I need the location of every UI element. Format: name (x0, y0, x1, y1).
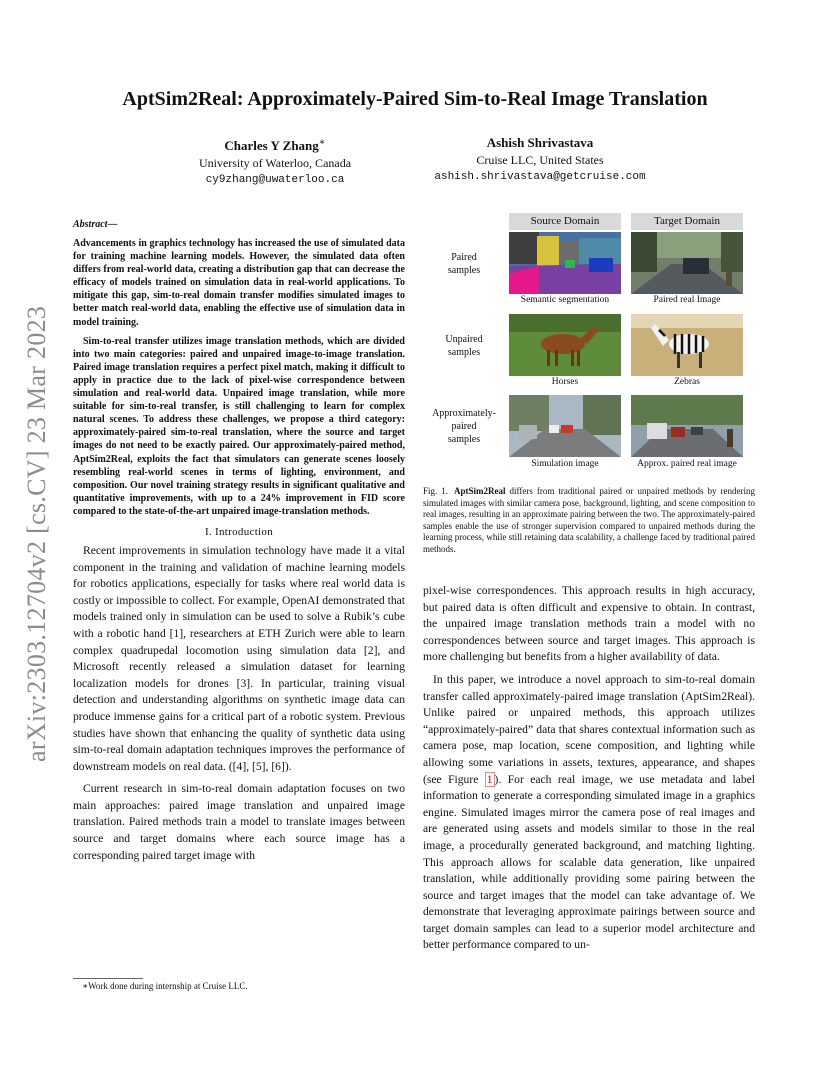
footnote-rule (73, 978, 143, 979)
paragraph-text: In this paper, we introduce a novel approach to sim-to-real domain transfer called approximately-paired image translation (AptSim2Real). Unlike paired or unpaired methods, this approach utilizes “approximately-paired” data that shares contextual information such as camera pose, map location, scene composition, and lighting while allowing some variations in assets, textures, appearance, and shapes (see Figure (423, 672, 755, 786)
caption-approx-paired-real-image: Approx. paired real image (637, 459, 737, 469)
caption-zebras: Zebras (674, 377, 700, 387)
caption-paired-real-image: Paired real Image (653, 295, 721, 305)
caption-simulation-image: Simulation image (531, 459, 599, 469)
arxiv-stamp: arXiv:2303.12704v2 [cs.CV] 23 Mar 2023 (22, 305, 51, 762)
approx-paired-real-image (631, 395, 743, 457)
author-email: cy9zhang@uwaterloo.ca (205, 174, 345, 186)
body-paragraph: Recent improvements in simulation technology have made it a vital component in the training and validation of machine learning models for robotics applications, especially for tasks where real world data is costly or impossible to collect. For example, OpenAI demonstrated that models trained only in simulation can be used to solve a Rubik’s cube with a robotic hand [1], researchers at ETH Zurich were able to learn complex quadrupedal locomotion using simulation data [2], and Microsoft recently released a simulation dataset for learning localization models for drones [3]. In particular, training visual detection and understanding algorithms on synthetic image data can produce immense gains for a critical part of a robotic system. Previous studies have shown that enhancing the quality of synthetic data using sim-to-real domain adaptation techniques improves the performance of downstream models on real data. ([4], [5], [6]). (73, 543, 405, 773)
paper-title: AptSim2Real: Approximately-Paired Sim-to-Real Image Translation (122, 88, 708, 110)
column-header-target: Target Domain (631, 213, 743, 230)
right-column (423, 583, 755, 960)
figure-caption (423, 486, 755, 556)
caption-horses: Horses (551, 377, 579, 387)
author-name: Ashish Shrivastava (486, 135, 594, 150)
body-paragraph (423, 672, 755, 954)
simulation-image (509, 395, 621, 457)
figure-caption-bold: AptSim2Real (454, 486, 506, 496)
body-paragraph: Current research in sim-to-real domain adaptation focuses on two main approaches: paired image translation and unpaired image translation. Paired methods train a model to translate images between source and target domains where each source image has a corresponding paired target image with (73, 782, 405, 862)
abstract-paragraph: Sim-to-real transfer utilizes image translation methods, which are divided into two main categories: paired and unpaired image-to-image translation. Paired image translation requires a perfect pixel match, making it difficult to apply in practice due to the lack of pixel-wise correspondence between simulation and real-world data. Unpaired image translation, while more suitable for sim-to-real transfer, is still challenging to learn for complex natural scenes. To address these challenges, we propose a third category: approximately-paired sim-to-real translation, where the source and target images do not need to be exactly paired. Our approximately-paired method, AptSim2Real, exploits the fact that simulators can generate scenes loosely resembling real-world scenes in terms of lighting, environment, and composition. Our novel training strategy results in significant qualitative and quantitative improvements, with up to a 24% improvement in FID score compared to the state-of-the-art unpaired image-translation methods. (73, 335, 405, 517)
segmentation-image (509, 232, 621, 294)
author-block (415, 134, 665, 186)
figure-caption-text: differs from traditional paired or unpaired methods by rendering simulated images with similar camera pose, background, lighting, and scene composition to real images, resulting in an approximate pairing between the two. The approximately-paired samples enable the use of stronger supervision compared to unpaired methods during the learning process, while still retaining data scalability, a challenge faced by traditional paired methods. (423, 486, 755, 554)
footnote: ∗Work done during internship at Cruise LLC. (82, 981, 248, 991)
author-footnote-mark: ∗ (318, 137, 326, 148)
author-affiliation: University of Waterloo, Canada (198, 156, 352, 170)
row-label-approximately-paired: Approximately- paired samples (432, 408, 496, 445)
figure-caption-label: Fig. 1. (423, 486, 449, 496)
author-name: Charles Y Zhang (224, 138, 319, 153)
column-header-source: Source Domain (509, 213, 621, 230)
row-label-unpaired: Unpaired samples (445, 334, 483, 358)
author-affiliation: Cruise LLC, United States (476, 153, 604, 167)
zebra-image (631, 314, 743, 376)
paired-real-image (631, 232, 743, 294)
body-paragraph: pixel-wise correspondences. This approach results in high accuracy, but paired data is often difficult and expensive to obtain. In contrast, the unpaired image translation methods train a model with no correspondences between source and target images. This approach is more challenging but benefits from a higher availability of data. (423, 584, 755, 664)
abstract-paragraph: Advancements in graphics technology has increased the use of simulated data for training machine learning models. However, the simulated data often differs from real-world data, creating a distribution gap that can decrease the efficacy of models trained on simulation data in real-world applications. To mitigate this gap, sim-to-real domain transfer modifies simulated images to better match real-world data, enabling the effective use of simulation data in model training. (73, 238, 405, 328)
section-heading: I. Introduction (204, 525, 274, 538)
author-block (150, 134, 400, 189)
caption-semantic-segmentation: Semantic segmentation (520, 295, 610, 305)
abstract-heading: Abstract— (73, 219, 118, 230)
author-email: ashish.shrivastava@getcruise.com (434, 171, 646, 183)
paragraph-text: ). For each real image, we use metadata and label information to generate a corresponding simulated image in a graphics engine. Simulated images mirror the camera pose of real images and are generated using assets and models similar to those in the real image, a procedurally generated background, and matching lighting. This approach allows for scalable data generation, like unpaired translation, while additionally providing some pairing between the source and target images that the model can take advantage of. We demonstrate that leveraging approximate pairings between source and target domain samples can lead to a superior model architecture and better performance compared to un- (423, 772, 755, 952)
horse-image (509, 314, 621, 376)
figure-reference-link[interactable]: 1 (486, 772, 493, 786)
left-column (73, 219, 405, 870)
figure-1 (423, 213, 755, 481)
row-label-paired: Paired samples (447, 252, 481, 276)
